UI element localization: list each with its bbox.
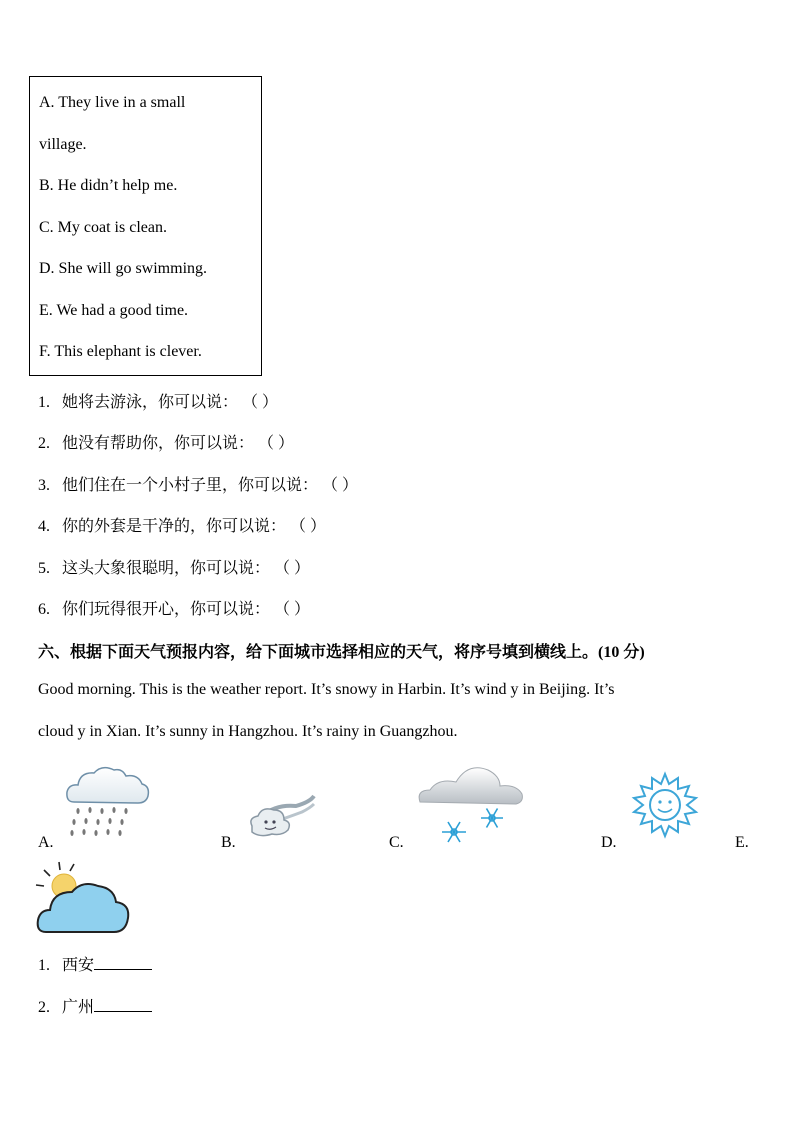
question-1: 1. 她将去游泳，你可以说： （ ） — [38, 389, 278, 412]
option-c: C. My coat is clean. — [39, 219, 167, 236]
answer-blank[interactable]: （ ） — [274, 560, 311, 577]
answer-blank[interactable]: （ ） — [322, 477, 359, 494]
option-a: A. They live in a small — [39, 94, 186, 111]
option-d: D. She will go swimming. — [39, 260, 208, 277]
answer-blank[interactable]: （ ） — [258, 435, 295, 452]
question-4: 4. 你的外套是干净的，你可以说： （ ） — [38, 513, 326, 536]
fill-item-2: 2. 广州 — [38, 994, 152, 1017]
choice-letter-b: B. — [221, 834, 236, 851]
sun-icon — [630, 772, 700, 838]
option-a-cont: village. — [39, 136, 87, 153]
weather-report-line-1: Good morning. This is the weather report. It’s snowy in Harbin. It’s wind y in Beijing. It’s — [38, 681, 615, 698]
option-b: B. He didn’t help me. — [39, 177, 178, 194]
answer-blank[interactable]: （ ） — [290, 518, 327, 535]
answer-blank[interactable]: （ ） — [274, 601, 311, 618]
question-2: 2. 他没有帮助你，你可以说： （ ） — [38, 430, 294, 453]
answer-line[interactable] — [94, 955, 152, 970]
option-f: F. This elephant is clever. — [39, 343, 202, 360]
rain-cloud-icon — [64, 764, 150, 840]
answer-blank[interactable]: （ ） — [242, 394, 279, 411]
choice-letter-d: D. — [601, 834, 617, 851]
choice-letter-a: A. — [38, 834, 54, 851]
question-3: 3. 他们住在一个小村子里，你可以说： （ ） — [38, 472, 358, 495]
options-box — [29, 76, 262, 376]
cloudy-icon — [36, 862, 132, 936]
question-5: 5. 这头大象很聪明，你可以说： （ ） — [38, 555, 310, 578]
option-e: E. We had a good time. — [39, 302, 189, 319]
section-heading: 六、根据下面天气预报内容，给下面城市选择相应的天气，将序号填到横线上。(10 分) — [38, 644, 645, 661]
weather-report-line-2: cloud y in Xian. It’s sunny in Hangzhou. It’s rainy in Guangzhou. — [38, 723, 458, 740]
choice-letter-e: E. — [735, 834, 749, 851]
choice-letter-c: C. — [389, 834, 404, 851]
snow-icon — [416, 762, 526, 850]
question-6: 6. 你们玩得很开心，你可以说： （ ） — [38, 596, 310, 619]
wind-icon — [246, 796, 316, 844]
fill-item-1: 1. 西安 — [38, 952, 152, 975]
answer-line[interactable] — [94, 997, 152, 1012]
